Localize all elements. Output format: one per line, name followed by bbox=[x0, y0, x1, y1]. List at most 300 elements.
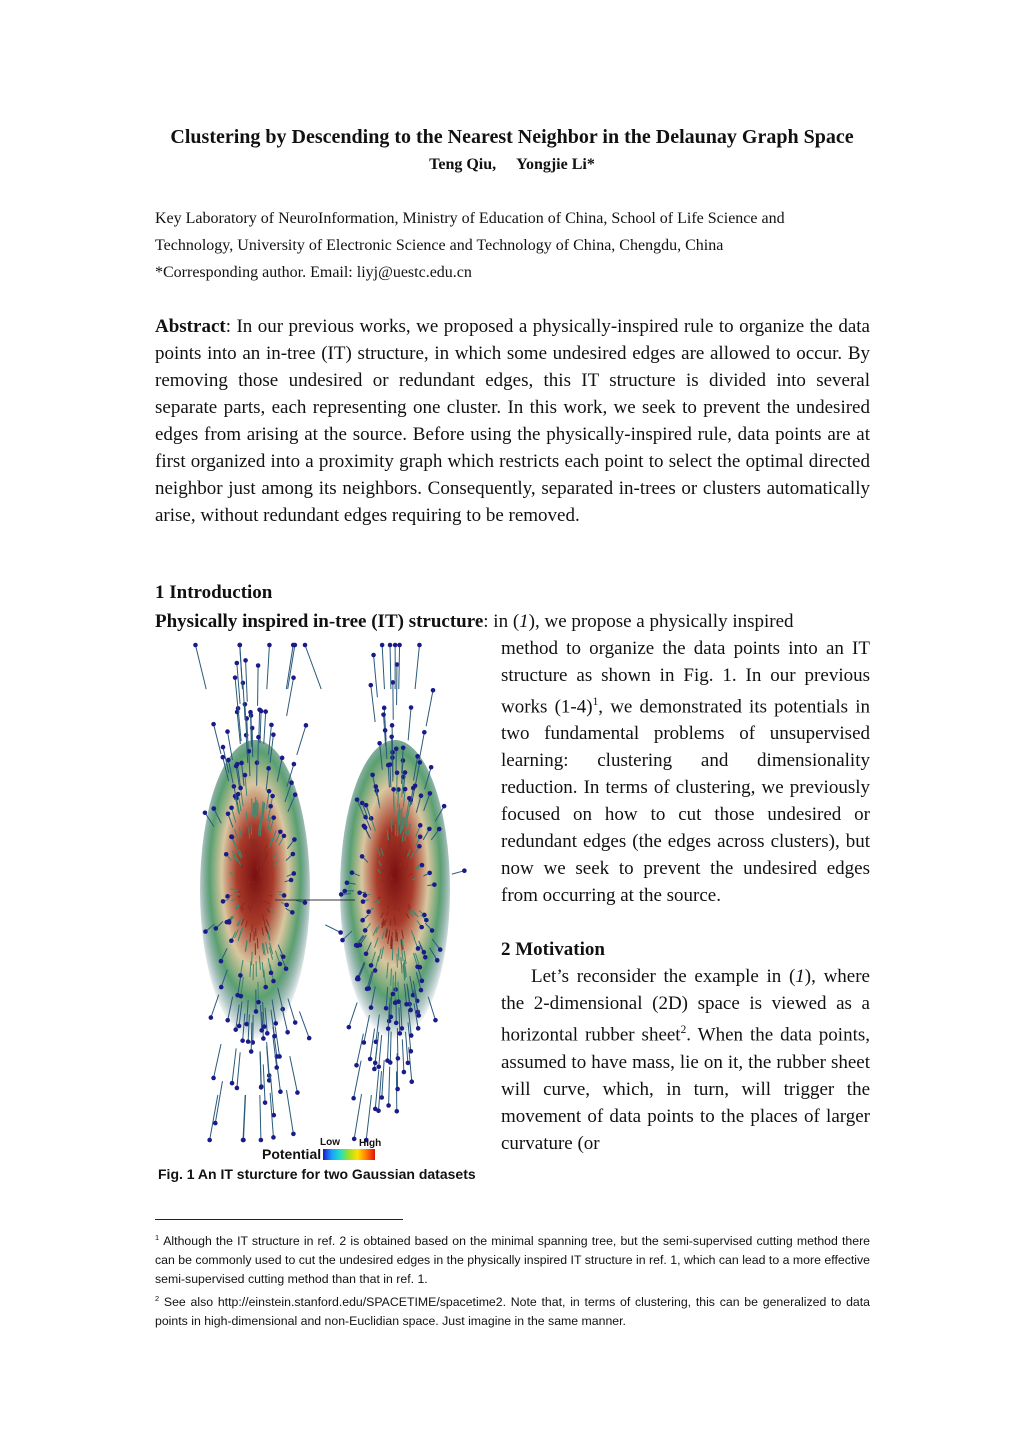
tree-edge bbox=[391, 897, 392, 899]
data-point bbox=[360, 854, 365, 859]
tree-edge bbox=[415, 645, 419, 689]
data-point bbox=[395, 1087, 400, 1092]
data-point bbox=[372, 1067, 377, 1072]
data-point bbox=[356, 975, 361, 980]
data-point bbox=[268, 804, 273, 809]
footnote-marker: 1 bbox=[592, 696, 599, 708]
data-point bbox=[361, 899, 366, 904]
data-point bbox=[352, 1137, 357, 1142]
data-point bbox=[272, 1113, 277, 1118]
data-point bbox=[255, 760, 260, 765]
tree-edge bbox=[258, 737, 259, 765]
tree-edge bbox=[299, 1011, 309, 1038]
data-point bbox=[393, 643, 398, 648]
data-point bbox=[259, 1028, 264, 1033]
data-point bbox=[435, 958, 440, 963]
tree-edge bbox=[195, 645, 206, 689]
tree-edge bbox=[227, 732, 232, 761]
data-point bbox=[291, 852, 296, 857]
data-point bbox=[281, 954, 286, 959]
tree-edge bbox=[288, 999, 295, 1023]
data-point bbox=[237, 1024, 242, 1029]
data-point bbox=[363, 928, 368, 933]
data-point bbox=[289, 878, 294, 883]
footnote-number: 2 bbox=[155, 1294, 160, 1304]
tree-edge bbox=[260, 1052, 261, 1088]
data-point bbox=[415, 964, 420, 969]
data-point bbox=[249, 1049, 254, 1054]
data-point bbox=[373, 784, 378, 789]
data-point bbox=[384, 1006, 389, 1011]
author-name: Yongjie Li* bbox=[516, 156, 595, 173]
tree-edge bbox=[260, 1095, 261, 1140]
data-point bbox=[396, 1056, 401, 1061]
data-point bbox=[282, 893, 287, 898]
section-heading-introduction: 1 Introduction bbox=[155, 582, 273, 603]
data-point bbox=[221, 745, 226, 750]
data-point bbox=[241, 681, 246, 686]
data-point bbox=[284, 903, 289, 908]
tree-edge bbox=[426, 690, 433, 726]
data-point bbox=[416, 1026, 421, 1031]
data-point bbox=[254, 1009, 259, 1014]
intro-text: , we demonstrated its potentials in two fundamental problems of unsupervised learning: clustering and dimensionality reduction. In terms of clustering, we previously focused on how to cut those undesired or redundant edges (the edges across clusters), but now we seek to prevent the undesired edges from occurring at the source. bbox=[501, 696, 870, 907]
data-point bbox=[241, 1138, 246, 1143]
data-point bbox=[238, 786, 243, 791]
data-point bbox=[292, 871, 297, 876]
data-point bbox=[417, 844, 422, 849]
data-point bbox=[386, 1026, 391, 1031]
data-point bbox=[373, 1061, 378, 1066]
data-point bbox=[432, 882, 437, 887]
data-point bbox=[364, 951, 369, 956]
data-point bbox=[271, 815, 276, 820]
data-point bbox=[243, 773, 248, 778]
data-point bbox=[427, 871, 432, 876]
data-point bbox=[366, 909, 371, 914]
data-point bbox=[211, 1076, 216, 1081]
data-point bbox=[368, 683, 373, 688]
affiliation-line: Technology, University of Electronic Science and Technology of China, Chengdu, China bbox=[155, 237, 724, 254]
data-point bbox=[243, 658, 248, 663]
tree-edge bbox=[375, 1070, 379, 1109]
data-point bbox=[390, 723, 395, 728]
motivation-text: . When the data points, assumed to have mass, lie on it, the rubber sheet will curve, which, in turn, will trigger the movement of data points to the places of larger curvature (or bbox=[501, 1024, 870, 1154]
data-point bbox=[420, 979, 425, 984]
data-point bbox=[428, 791, 433, 796]
data-point bbox=[272, 1034, 277, 1039]
tree-edge bbox=[349, 1002, 357, 1027]
data-point bbox=[340, 938, 345, 943]
data-point bbox=[282, 834, 287, 839]
data-point bbox=[351, 1096, 356, 1101]
data-point bbox=[360, 801, 365, 806]
tree-edge bbox=[288, 645, 295, 689]
tree-edge bbox=[264, 712, 266, 744]
data-point bbox=[403, 770, 408, 775]
tree-edge bbox=[252, 799, 253, 815]
author-list bbox=[0, 156, 1024, 174]
data-point bbox=[203, 929, 208, 934]
data-point bbox=[422, 730, 427, 735]
footnote-number: 1 bbox=[155, 1233, 160, 1242]
data-point bbox=[394, 1021, 399, 1026]
data-point bbox=[225, 1018, 230, 1023]
data-point bbox=[394, 1109, 399, 1114]
data-point bbox=[406, 1061, 411, 1066]
footnotes bbox=[155, 1228, 870, 1331]
data-point bbox=[409, 1079, 414, 1084]
data-point bbox=[391, 992, 396, 997]
tree-edge bbox=[258, 803, 259, 819]
data-point bbox=[388, 1060, 393, 1065]
tree-edge bbox=[251, 1022, 252, 1051]
data-point bbox=[263, 1100, 268, 1105]
tree-edge bbox=[251, 906, 252, 910]
data-point bbox=[376, 1109, 381, 1114]
tree-edge bbox=[214, 724, 221, 754]
data-point bbox=[360, 918, 365, 923]
section-heading-motivation: 2 Motivation bbox=[501, 939, 605, 961]
data-point bbox=[357, 890, 362, 895]
data-point bbox=[377, 741, 382, 746]
legend-title: Potential bbox=[262, 1146, 322, 1162]
data-point bbox=[295, 1090, 300, 1095]
tree-edge bbox=[399, 645, 400, 689]
tree-edge bbox=[392, 737, 393, 765]
cluster-density-core bbox=[200, 740, 310, 1040]
abstract-label: Abstract bbox=[155, 316, 226, 337]
data-point bbox=[427, 827, 432, 832]
data-point bbox=[408, 1008, 413, 1013]
tree-edge bbox=[214, 1044, 221, 1078]
data-point bbox=[369, 963, 374, 968]
tree-edge bbox=[290, 1056, 298, 1092]
tree-edge bbox=[398, 825, 399, 837]
data-point bbox=[211, 806, 216, 811]
data-point bbox=[270, 794, 275, 799]
tree-edge bbox=[252, 924, 253, 932]
tree-edge bbox=[249, 893, 250, 894]
data-point bbox=[370, 773, 375, 778]
data-point bbox=[419, 793, 424, 798]
data-point bbox=[265, 1031, 270, 1036]
data-point bbox=[211, 722, 216, 727]
tree-edge bbox=[263, 1064, 265, 1102]
data-point bbox=[365, 987, 370, 992]
tree-edge bbox=[370, 1029, 374, 1059]
data-point bbox=[363, 893, 368, 898]
data-point bbox=[263, 985, 268, 990]
tree-edge bbox=[389, 1067, 390, 1106]
data-point bbox=[419, 925, 424, 930]
data-point bbox=[393, 987, 398, 992]
data-point bbox=[259, 1138, 264, 1143]
data-point bbox=[226, 811, 231, 816]
intro-lead-tail: ), we propose a physically inspired bbox=[528, 611, 794, 632]
potential-colorbar bbox=[323, 1149, 375, 1160]
data-point bbox=[263, 709, 268, 714]
data-point bbox=[419, 988, 424, 993]
data-point bbox=[273, 1021, 278, 1026]
tree-edge bbox=[287, 1090, 294, 1134]
footnote-text: Although the IT structure in ref. 2 is obtained based on the minimal spanning tree, but the semi-supervised cutting method there can be commonly used to cut the undesired edges in the physically inspired IT structure in ref. 1, which can lead to a more effective semi-supervised cutting method than that in ref. 1. bbox=[155, 1234, 870, 1287]
tree-edge bbox=[257, 938, 258, 949]
data-point bbox=[380, 643, 385, 648]
data-point bbox=[256, 1000, 261, 1005]
tree-edge bbox=[237, 1052, 240, 1088]
data-point bbox=[267, 789, 272, 794]
data-point bbox=[409, 1033, 414, 1038]
data-point bbox=[203, 810, 208, 815]
data-point bbox=[438, 947, 443, 952]
right-text-column bbox=[501, 635, 870, 1157]
data-point bbox=[422, 950, 427, 955]
tree-edge bbox=[357, 1034, 364, 1066]
data-point bbox=[237, 643, 242, 648]
data-point bbox=[234, 764, 239, 769]
data-point bbox=[235, 661, 240, 666]
data-point bbox=[401, 745, 406, 750]
data-point bbox=[284, 966, 289, 971]
data-point bbox=[225, 729, 230, 734]
data-point bbox=[219, 959, 224, 964]
data-point bbox=[424, 918, 429, 923]
data-point bbox=[278, 962, 283, 967]
data-point bbox=[383, 728, 388, 733]
data-point bbox=[381, 712, 386, 717]
tree-edge bbox=[398, 790, 399, 808]
tree-edge bbox=[398, 982, 399, 1002]
data-point bbox=[271, 1135, 276, 1140]
data-point bbox=[207, 1138, 212, 1143]
data-point bbox=[271, 979, 276, 984]
data-point bbox=[293, 1020, 298, 1025]
data-point bbox=[433, 1018, 438, 1023]
tree-edge bbox=[232, 1048, 236, 1083]
data-point bbox=[397, 643, 402, 648]
data-point bbox=[280, 756, 285, 761]
data-point bbox=[358, 943, 363, 948]
data-point bbox=[431, 688, 436, 693]
data-point bbox=[232, 784, 237, 789]
tree-edge bbox=[419, 732, 424, 760]
tree-edge bbox=[259, 884, 260, 885]
data-point bbox=[293, 643, 298, 648]
data-point bbox=[417, 760, 422, 765]
data-point bbox=[229, 938, 234, 943]
data-point bbox=[289, 780, 294, 785]
data-point bbox=[293, 792, 298, 797]
corresponding-author: *Corresponding author. Email: liyj@uestc.edu.cn bbox=[155, 264, 472, 281]
tree-edge bbox=[354, 1094, 361, 1139]
data-point bbox=[409, 705, 414, 710]
data-point bbox=[420, 863, 425, 868]
tree-edge bbox=[325, 925, 340, 933]
data-point bbox=[291, 1132, 296, 1137]
data-point bbox=[395, 770, 400, 775]
data-point bbox=[387, 1019, 392, 1024]
tree-edge bbox=[258, 982, 259, 1002]
footnote-2 bbox=[155, 1289, 870, 1331]
data-point bbox=[243, 702, 248, 707]
data-point bbox=[371, 653, 376, 658]
footnote-marker: 2 bbox=[680, 1024, 687, 1037]
author-name: Teng Qiu, bbox=[429, 156, 497, 173]
data-point bbox=[229, 805, 234, 810]
reference-number: 1 bbox=[519, 611, 529, 632]
data-point bbox=[266, 766, 271, 771]
data-point bbox=[227, 919, 232, 924]
data-point bbox=[339, 892, 344, 897]
data-point bbox=[193, 643, 198, 648]
footnote-text: See also http://einstein.stanford.edu/SPACETIME/spacetime2. Note that, in terms of clustering, this can be generalized to data points in high-dimensional and non-Euclidian space. Just imagine in the same manner. bbox=[155, 1295, 871, 1329]
data-point bbox=[369, 1005, 374, 1010]
data-point bbox=[418, 823, 423, 828]
data-point bbox=[240, 1038, 245, 1043]
data-point bbox=[368, 1057, 373, 1062]
data-point bbox=[416, 1013, 421, 1018]
tree-edge bbox=[382, 1060, 384, 1097]
tree-edge bbox=[251, 839, 252, 848]
data-point bbox=[389, 734, 394, 739]
tree-edge bbox=[408, 708, 411, 741]
data-point bbox=[347, 1025, 352, 1030]
data-point bbox=[244, 1022, 249, 1027]
in-tree-left bbox=[193, 643, 343, 1143]
data-point bbox=[269, 971, 274, 976]
tree-edge bbox=[305, 645, 321, 689]
data-point bbox=[238, 973, 243, 978]
data-point bbox=[235, 993, 240, 998]
data-point bbox=[402, 1070, 407, 1075]
data-point bbox=[256, 663, 261, 668]
tree-edge bbox=[258, 665, 259, 705]
data-point bbox=[291, 675, 296, 680]
data-point bbox=[354, 1063, 359, 1068]
data-point bbox=[391, 787, 396, 792]
tree-edge bbox=[379, 1035, 382, 1067]
intro-paragraph bbox=[501, 635, 870, 909]
data-point bbox=[303, 643, 308, 648]
data-point bbox=[307, 1036, 312, 1041]
data-point bbox=[274, 1065, 279, 1070]
data-point bbox=[437, 827, 442, 832]
it-structure-figure bbox=[150, 640, 485, 1190]
data-point bbox=[379, 1095, 384, 1100]
data-point bbox=[269, 723, 274, 728]
data-point bbox=[303, 900, 308, 905]
data-point bbox=[376, 1064, 381, 1069]
data-point bbox=[219, 985, 224, 990]
data-point bbox=[411, 786, 416, 791]
tree-edge bbox=[297, 725, 306, 755]
data-point bbox=[417, 643, 422, 648]
data-point bbox=[418, 834, 423, 839]
data-point bbox=[355, 797, 360, 802]
data-point bbox=[342, 889, 347, 894]
data-point bbox=[345, 880, 350, 885]
tree-edge bbox=[371, 685, 375, 722]
data-point bbox=[225, 894, 230, 899]
data-point bbox=[388, 643, 393, 648]
data-point bbox=[292, 762, 297, 767]
data-point bbox=[462, 868, 467, 873]
data-point bbox=[416, 946, 421, 951]
data-point bbox=[285, 1030, 290, 1035]
reference-number: 1 bbox=[795, 966, 805, 988]
tree-edge bbox=[390, 645, 391, 689]
data-point bbox=[363, 825, 368, 830]
intro-lead-text: : in ( bbox=[483, 611, 520, 632]
data-point bbox=[423, 955, 428, 960]
data-point bbox=[259, 1085, 264, 1090]
data-point bbox=[233, 1027, 238, 1032]
data-point bbox=[221, 755, 226, 760]
data-point bbox=[262, 1024, 267, 1029]
data-point bbox=[267, 643, 272, 648]
footnote-1 bbox=[155, 1228, 870, 1289]
data-point bbox=[221, 899, 226, 904]
tree-edge bbox=[252, 728, 253, 757]
tree-edge bbox=[243, 683, 245, 720]
data-point bbox=[429, 765, 434, 770]
tree-edge bbox=[252, 952, 253, 966]
data-point bbox=[239, 761, 244, 766]
data-point bbox=[271, 732, 276, 737]
legend-high-label: High bbox=[359, 1138, 382, 1149]
data-point bbox=[390, 750, 395, 755]
data-point bbox=[304, 723, 309, 728]
in-tree-right bbox=[303, 643, 467, 1143]
tree-edge bbox=[246, 660, 248, 701]
data-point bbox=[246, 1039, 251, 1044]
footnote-rule bbox=[155, 1219, 403, 1220]
affiliation-block bbox=[155, 205, 870, 286]
motivation-paragraph bbox=[501, 963, 870, 1156]
data-point bbox=[364, 803, 369, 808]
data-point bbox=[394, 747, 399, 752]
data-point bbox=[290, 910, 295, 915]
intro-lead-line bbox=[155, 608, 870, 635]
data-point bbox=[230, 1081, 235, 1086]
tree-edge bbox=[382, 645, 384, 689]
data-point bbox=[257, 707, 262, 712]
figure-caption: Fig. 1 An IT sturcture for two Gaussian datasets bbox=[158, 1166, 476, 1182]
data-point bbox=[350, 870, 355, 875]
affiliation-line: Key Laboratory of NeuroInformation, Ministry of Education of China, School of Life Science and bbox=[155, 210, 785, 227]
data-point bbox=[362, 1040, 367, 1045]
data-point bbox=[214, 926, 219, 931]
data-point bbox=[224, 852, 229, 857]
tree-edge bbox=[211, 995, 219, 1018]
intro-lead-bold: Physically inspired in-tree (IT) structure bbox=[155, 611, 484, 632]
tree-edge bbox=[267, 645, 270, 689]
tree-edge bbox=[276, 1055, 281, 1091]
data-point bbox=[396, 999, 401, 1004]
data-point bbox=[278, 1089, 283, 1094]
abstract-text: : In our previous works, we proposed a physically-inspired rule to organize the data points into an in-tree (IT) structure, in which some undesired edges are allowed to occur. By removing those undesired or redundant edges, this IT structure is divided into several separate parts, each representing one cluster. In this work, we seek to prevent the undesired edges from arising at the source. Before using the physically-inspired rule, data points are at first organized into a proximity graph which restricts each point to select the optimal directed neighbor just among its neighbors. Consequently, separated in-trees or clusters automatically arise, without redundant edges requiring to be removed. bbox=[155, 316, 870, 526]
intro-text: method to organize the data points into an IT structure as shown in Fig. 1. In our previous works (1-4) bbox=[501, 638, 870, 718]
data-point bbox=[230, 835, 235, 840]
data-point bbox=[248, 710, 253, 715]
tree-edge bbox=[366, 1095, 371, 1140]
tree-edge bbox=[374, 655, 378, 697]
tree-edge bbox=[402, 1039, 404, 1072]
data-point bbox=[398, 1031, 403, 1036]
data-point bbox=[382, 706, 387, 711]
motivation-text: ), where the 2-dimensional (2D) space is viewed as a horizontal rubber sheet bbox=[501, 966, 870, 1046]
